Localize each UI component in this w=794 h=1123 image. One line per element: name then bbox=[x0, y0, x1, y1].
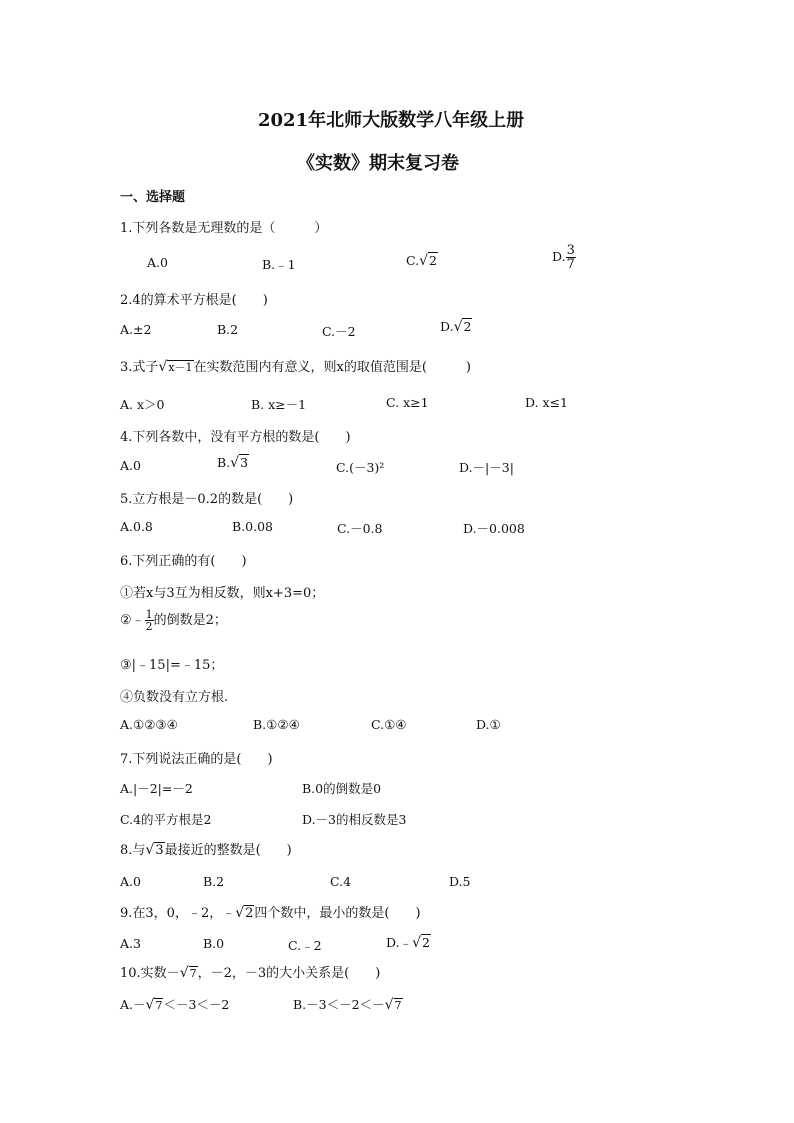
radical-sign: √ bbox=[145, 842, 155, 858]
radicand: 7 bbox=[155, 999, 163, 1012]
sqrt-expression bbox=[454, 319, 473, 335]
sqrt-expression bbox=[385, 997, 403, 1013]
question-6-statement-3: ③|﹣15|=﹣15； bbox=[120, 658, 224, 673]
radicand: 7 bbox=[394, 999, 402, 1012]
stem-text: 四个数中，最小的数是( ) bbox=[254, 906, 421, 921]
question-9-option-d bbox=[386, 933, 431, 951]
question-10-option-a bbox=[120, 995, 229, 1013]
question-8-stem bbox=[120, 839, 292, 858]
sqrt-expression bbox=[412, 935, 431, 951]
question-3-option-d: D. x≤1 bbox=[525, 395, 568, 410]
question-8-option-d: D.5 bbox=[449, 874, 471, 889]
statement-text: 的倒数是2； bbox=[153, 613, 227, 628]
question-6-statement-4: ④负数没有立方根. bbox=[120, 690, 229, 705]
question-6-option-a: A.①②③④ bbox=[120, 717, 178, 732]
question-4-option-a: A.0 bbox=[120, 458, 141, 473]
sqrt-expression bbox=[145, 842, 164, 858]
radicand: 3 bbox=[240, 455, 249, 470]
sqrt-expression bbox=[146, 997, 164, 1013]
fraction bbox=[145, 609, 154, 632]
question-5-option-c: C.－0.8 bbox=[337, 521, 383, 536]
question-2-option-c: C.－2 bbox=[322, 324, 356, 339]
question-4-option-c: C.(－3)² bbox=[336, 460, 385, 475]
radicand: 2 bbox=[429, 253, 437, 268]
fraction-denominator: 7 bbox=[566, 257, 575, 272]
radicand: 2 bbox=[245, 906, 254, 921]
stem-text: 3.式子 bbox=[120, 360, 159, 375]
radicand: 2 bbox=[421, 935, 430, 950]
question-7-option-d: D.－3的相反数是3 bbox=[302, 812, 407, 827]
radical-sign: √ bbox=[158, 359, 168, 375]
radical-sign: √ bbox=[235, 905, 245, 921]
question-9-option-b: B.0 bbox=[203, 936, 225, 951]
stem-text: 10.实数－ bbox=[120, 966, 180, 981]
question-1-option-a: A.0 bbox=[147, 255, 168, 270]
radical-sign: √ bbox=[453, 319, 463, 335]
option-label: D.﹣ bbox=[386, 935, 413, 950]
question-4-option-d: D.－|－3| bbox=[459, 460, 514, 475]
stem-text: 9.在3，0，﹣2，﹣ bbox=[120, 906, 236, 921]
radical-sign: √ bbox=[419, 253, 429, 269]
radical-sign: √ bbox=[179, 965, 189, 981]
question-6-stem: 6.下列正确的有( ) bbox=[120, 554, 247, 569]
question-2-option-b: B.2 bbox=[217, 322, 239, 337]
question-6-statement-2 bbox=[120, 609, 227, 632]
radicand: 2 bbox=[463, 319, 472, 334]
question-5-stem: 5.立方根是－0.2的数是( ) bbox=[120, 492, 294, 507]
option-label: B.－3＜－2＜－ bbox=[293, 997, 385, 1012]
question-7-stem: 7.下列说法正确的是( ) bbox=[120, 752, 273, 767]
stem-text: 最接近的整数是( ) bbox=[164, 843, 292, 858]
question-1-option-c bbox=[406, 253, 438, 269]
question-6-option-b: B.①②④ bbox=[253, 717, 300, 732]
option-text: ＜－3＜－2 bbox=[163, 997, 230, 1012]
radical-sign: √ bbox=[145, 997, 155, 1013]
question-1-stem: 1.下列各数是无理数的是（ ） bbox=[120, 221, 328, 236]
sqrt-expression bbox=[158, 359, 193, 375]
question-5-option-b: B.0.08 bbox=[232, 519, 273, 534]
fraction-denominator: 2 bbox=[145, 620, 153, 633]
fraction bbox=[566, 244, 576, 271]
stem-text: 8.与 bbox=[120, 843, 146, 858]
radicand: 3 bbox=[155, 843, 164, 858]
question-5-option-a: A.0.8 bbox=[120, 519, 153, 534]
radical-sign: √ bbox=[412, 935, 421, 951]
question-2-stem: 2.4的算术平方根是( ) bbox=[120, 293, 268, 308]
radical-sign: √ bbox=[384, 997, 394, 1013]
question-8-option-c: C.4 bbox=[330, 874, 352, 889]
sqrt-expression bbox=[235, 905, 254, 921]
fraction-numerator: 1 bbox=[145, 608, 153, 621]
fraction-numerator: 3 bbox=[566, 243, 575, 258]
question-4-stem: 4.下列各数中，没有平方根的数是( ) bbox=[120, 430, 351, 445]
section-heading: 一、选择题 bbox=[120, 190, 186, 205]
sqrt-expression bbox=[419, 253, 438, 269]
stem-text: 在实数范围内有意义，则x的取值范围是( ) bbox=[193, 360, 472, 375]
option-label: C. bbox=[406, 253, 420, 268]
sqrt-expression bbox=[180, 965, 198, 981]
radical-sign: √ bbox=[230, 455, 240, 471]
option-label: D. bbox=[440, 319, 454, 334]
question-7-option-b: B.0的倒数是0 bbox=[302, 781, 382, 796]
question-4-option-b bbox=[217, 455, 249, 471]
question-1-option-d bbox=[552, 244, 576, 271]
question-6-option-c: C.①④ bbox=[371, 717, 407, 732]
question-3-option-a: A. x＞0 bbox=[120, 397, 165, 412]
radicand: x－1 bbox=[168, 361, 193, 374]
doc-title-line1: 2021年北师大版数学八年级上册 bbox=[258, 110, 525, 131]
question-8-option-b: B.2 bbox=[203, 874, 225, 889]
statement-text: ②﹣ bbox=[120, 613, 145, 628]
option-label: D. bbox=[552, 249, 566, 264]
stem-text: ，－2，－3的大小关系是( ) bbox=[197, 966, 381, 981]
question-2-option-a: A.±2 bbox=[120, 322, 152, 337]
option-label: B. bbox=[217, 455, 231, 470]
question-9-option-a: A.3 bbox=[120, 936, 141, 951]
sqrt-expression bbox=[230, 455, 249, 471]
radicand: 7 bbox=[189, 967, 197, 980]
question-9-option-c: C.﹣2 bbox=[288, 938, 322, 953]
question-3-option-b: B. x≥－1 bbox=[251, 397, 307, 412]
question-10-option-b bbox=[293, 995, 403, 1013]
question-3-stem bbox=[120, 356, 471, 375]
question-5-option-d: D.－0.008 bbox=[463, 521, 525, 536]
question-8-option-a: A.0 bbox=[120, 874, 141, 889]
question-3-option-c: C. x≥1 bbox=[386, 395, 429, 410]
question-7-option-c: C.4的平方根是2 bbox=[120, 812, 212, 827]
doc-title-line2: 《实数》期末复习卷 bbox=[297, 153, 459, 174]
question-9-stem bbox=[120, 902, 421, 921]
question-7-option-a: A.|－2|=－2 bbox=[120, 781, 193, 796]
question-10-stem bbox=[120, 962, 380, 981]
question-1-option-b: B.﹣1 bbox=[262, 257, 296, 272]
question-2-option-d bbox=[440, 319, 472, 335]
question-6-statement-1: ①若x与3互为相反数，则x+3=0； bbox=[120, 586, 325, 601]
option-label: A.－ bbox=[120, 997, 146, 1012]
question-6-option-d: D.① bbox=[476, 717, 501, 732]
